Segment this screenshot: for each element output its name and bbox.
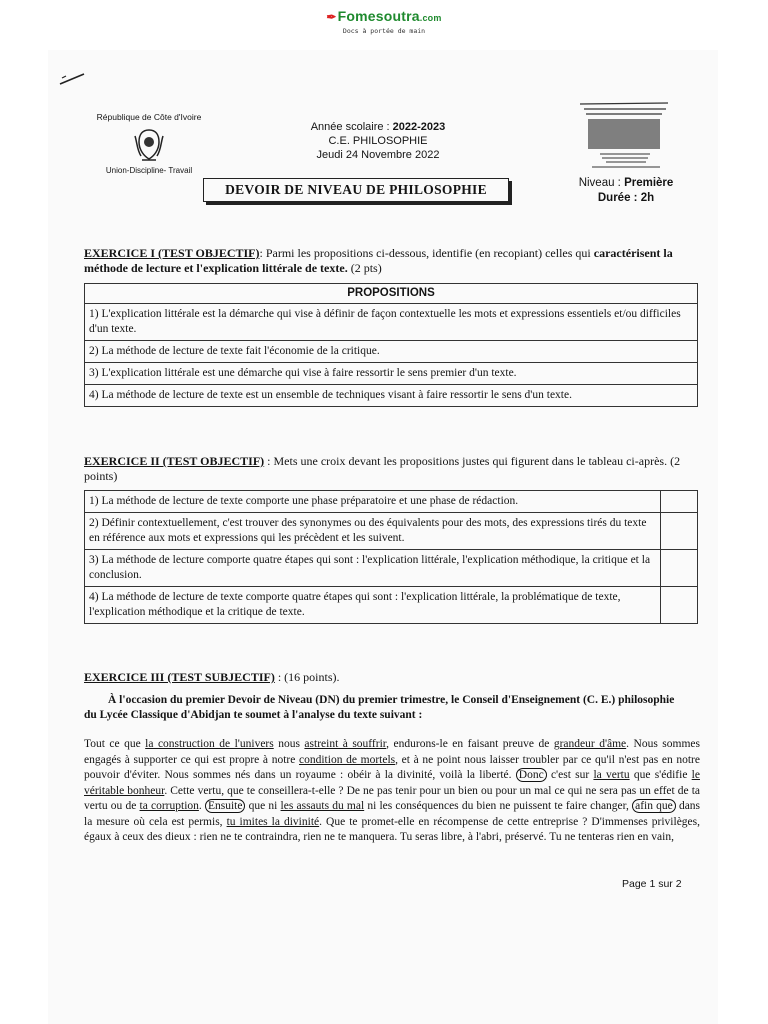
exam-date: Jeudi 24 Novembre 2022 (316, 149, 440, 161)
exercise-2-proposition-2: 2) Définir contextuellement, c'est trouver des synonymes ou des équivalents pour des mots, des expressions tirés du texte en référence aux mots et expressions qui les précèdent et les suivent. (85, 513, 661, 550)
level-label: Niveau : (578, 177, 621, 189)
exercise-2-heading (84, 454, 696, 484)
exercise-1-instruction-bold: caractérisent la méthode de lecture et l'explication littérale de texte. (84, 246, 673, 275)
school-year-label: Année scolaire : (310, 121, 390, 133)
text-segment: , et à ne point nous laisser troubler par ce qu'il n'est pas en notre pouvoir d'éviter. Nous sommes nés dans un royaume : obéir à la divinité, voilà la liberté. (84, 753, 700, 781)
exercise-1-label: EXERCICE I (TEST OBJECTIF) (84, 246, 260, 260)
exercise-2-checkbox-4[interactable] (661, 587, 698, 624)
pen-stroke-mark (58, 72, 88, 86)
exercise-1-proposition-1: 1) L'explication littérale est la démarche qui vise à définir de façon contextuelle les mots et expressions essentiels et/ou difficiles d'un texte. (85, 304, 698, 341)
exercise-1-proposition-4: 4) La méthode de lecture de texte est un ensemble de techniques visant à faire ressortir le sens d'un texte. (85, 385, 698, 407)
duration (566, 191, 686, 206)
duration-value: 2h (640, 192, 655, 204)
coat-of-arms-icon (132, 126, 166, 162)
school-year (278, 120, 478, 134)
exercise-2-label: EXERCICE II (TEST OBJECTIF) (84, 454, 265, 468)
exercise-2-proposition-3: 3) La méthode de lecture comporte quatre étapes qui sont : l'explication littérale, l'explication méthodique, la critique et la conclusion. (85, 550, 661, 587)
exam-title: DEVOIR DE NIVEAU DE PHILOSOPHIE (203, 178, 509, 202)
site-domain: .com (419, 13, 442, 23)
circled-connector: Donc (516, 768, 547, 782)
exercise-2-checkbox-2[interactable] (661, 513, 698, 550)
underlined-phrase: grandeur d'âme (553, 738, 627, 750)
exercise-2-proposition-1: 1) La méthode de lecture de texte comporte une phase préparatoire et une phase de rédaction. (85, 491, 661, 513)
text-segment: que ni (245, 800, 281, 812)
text-segment: . Cette vertu, que te conseillera-t-elle ? De ne pas tenir pour un bien ou pour un mal ce qui ne sera pas un effet de ta vertu ou de (84, 784, 700, 812)
text-segment: . Que te promet-elle en récompense de cette entreprise ? D'immenses privilèges, égaux à ceux des dieux : rien ne te contraindra, rien ne te manquera. Tu seras libre, à l'abri, préservé. Tu ne tenteras rien en vain, (84, 815, 701, 843)
country-name: République de Côte d'Ivoire (96, 112, 202, 122)
circled-connector: afin que (632, 799, 676, 813)
underlined-phrase: tu imites la divinité (226, 815, 320, 828)
exercise-2-proposition-4: 4) La méthode de lecture de texte comporte quatre étapes qui sont : l'explication littérale, la problématique de texte, l'explication méthodique et la critique de texte. (85, 587, 661, 624)
pen-logo-icon: ✒ (326, 10, 337, 24)
exam-paper (48, 50, 718, 1024)
exercise-1-proposition-3: 3) L'explication littérale est une démarche qui vise à faire ressortir le sens premier d'un texte. (85, 363, 698, 385)
text-segment: . Nous sommes engagés à supporter ce qui est propre à notre (84, 738, 700, 766)
text-segment: dans la mesure où cela est permis, (84, 800, 701, 828)
exercise-2-checkbox-3[interactable] (661, 550, 698, 587)
exercise-3-intro: À l'occasion du premier Devoir de Niveau (DN) du premier trimestre, le Conseil d'Enseignement (C. E.) philosophie du Lycée Classique d'Abidjan te soumet à l'analyse du texte suivant : (84, 694, 675, 721)
exam-info-header (278, 120, 478, 162)
department: C.E. PHILOSOPHIE (328, 135, 428, 147)
exercise-1-heading (84, 246, 696, 276)
site-tagline: Docs à portée de main (342, 27, 426, 35)
text-segment: Tout ce que (84, 738, 146, 750)
propositions-header: PROPOSITIONS (85, 284, 698, 304)
duration-label: Durée : (597, 192, 638, 204)
exercise-1-instruction: : Parmi les propositions ci-dessous, identifie (en recopiant) celles qui (259, 246, 594, 260)
underlined-phrase: la construction de l'univers (145, 738, 274, 750)
underlined-phrase: astreint à souffrir (304, 738, 387, 750)
underlined-phrase: la vertu (593, 769, 630, 781)
underlined-phrase: les assauts du mal (280, 800, 365, 812)
underlined-phrase: condition de mortels (299, 753, 396, 766)
school-year-value: 2022-2023 (392, 121, 446, 133)
site-logo[interactable] (326, 8, 441, 24)
country-header (84, 112, 214, 175)
text-segment: , endurons-le en faisant preuve de (386, 738, 554, 750)
exercise-1-proposition-2: 2) La méthode de lecture de texte fait l'économie de la critique. (85, 341, 698, 363)
philosophy-text (84, 737, 700, 846)
circled-connector: Ensuite (205, 799, 246, 813)
level (566, 176, 686, 191)
text-segment: . (198, 800, 205, 812)
exercise-3-label: EXERCICE III (TEST SUBJECTIF) (84, 670, 275, 684)
site-brand: Fomesoutra (337, 8, 420, 24)
text-segment: nous (273, 738, 305, 750)
exercise-2-points: (2 points) (84, 454, 681, 483)
underlined-phrase: le véritable bonheur (84, 769, 700, 797)
text-segment: ni les conséquences du bien ne puissent te faire changer, (364, 800, 633, 812)
exercise-3-heading (84, 670, 696, 685)
page-number: Page 1 sur 2 (622, 878, 682, 890)
exercise-3-points: : (16 points). (274, 670, 340, 684)
level-duration (566, 176, 686, 206)
national-motto: Union-Discipline- Travail (105, 166, 193, 175)
exercise-2-instruction: : Mets une croix devant les propositions justes qui figurent dans le tableau ci-après. (264, 454, 668, 468)
exercise-1-points: (2 pts) (347, 261, 382, 275)
text-segment: c'est sur (546, 769, 594, 781)
underlined-phrase: ta corruption (139, 800, 199, 812)
site-banner (0, 8, 768, 35)
exercise-1-table (84, 283, 698, 407)
text-segment: que s'édifie (629, 769, 692, 781)
school-stamp-icon (576, 100, 676, 170)
exercise-2-checkbox-1[interactable] (661, 491, 698, 513)
level-value: Première (624, 177, 674, 189)
exercise-2-table (84, 490, 698, 624)
